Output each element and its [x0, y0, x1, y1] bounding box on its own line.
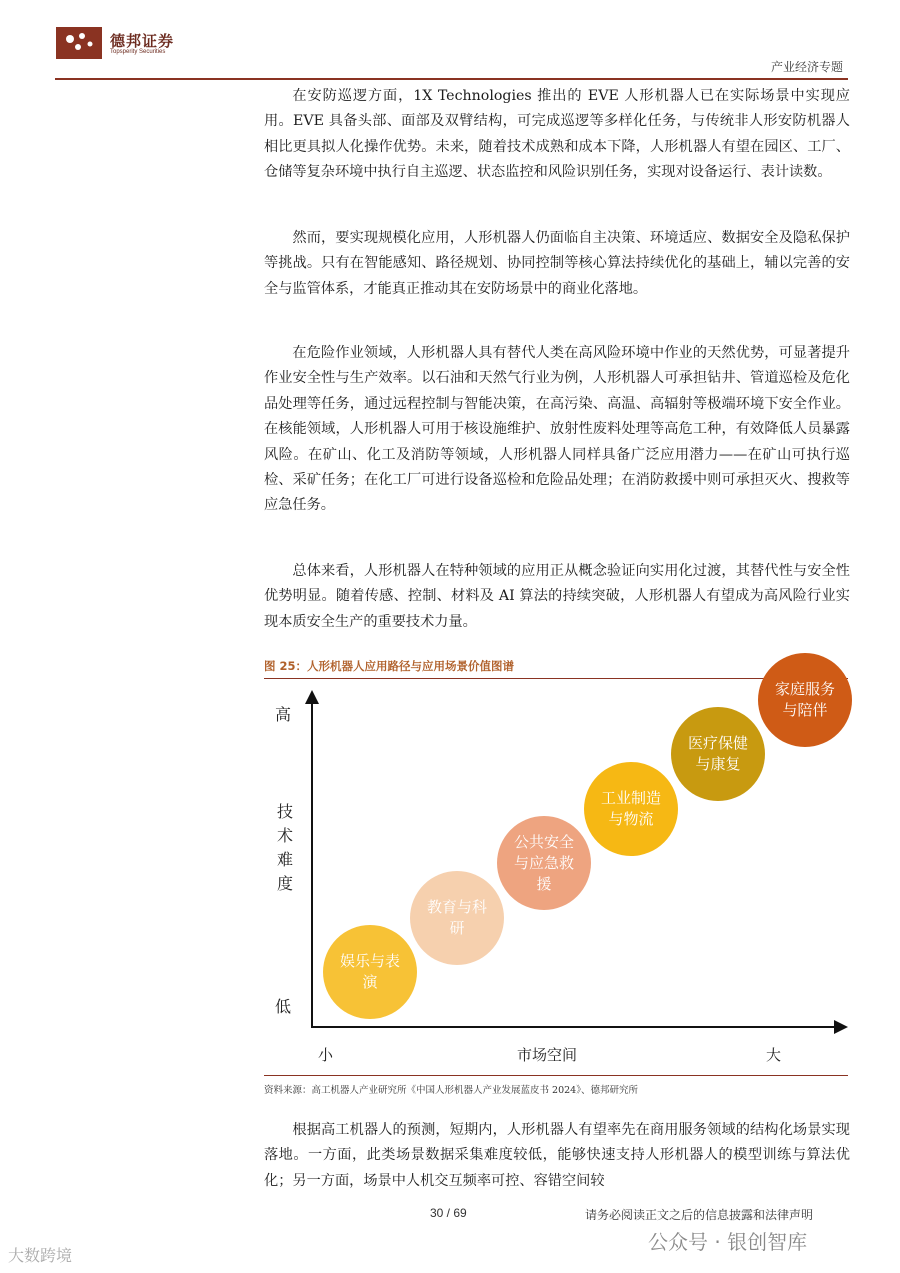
x-axis-arrow — [834, 1020, 848, 1034]
watermark-left: 大数跨境 — [8, 1246, 73, 1265]
page-number: 30 / 69 — [430, 1206, 467, 1220]
disclaimer-note: 请务必阅读正文之后的信息披露和法律声明 — [585, 1208, 814, 1222]
y-tick-high: 高 — [275, 705, 292, 724]
y-axis-arrow — [305, 690, 319, 704]
header-divider — [55, 78, 848, 80]
x-axis — [311, 1026, 836, 1028]
paragraph-hazardous-work: 在危险作业领域，人形机器人具有替代人类在高风险环境中作业的天然优势，可显著提升作业安全性与生产效率。以石油和天然气行业为例，人形机器人可承担钻井、管道巡检及危化品处理等任务，通过远程控制与智能决策，在高污染、高温、高辐射等极端环境下安全作业。在核能领域，人形机器人可用于核设施维护、放射性废料处理等高危工种，有效降低人员暴露风险。在矿山、化工及消防等领域，人形机器人同样具备广泛应用潜力——在矿山可执行巡检、采矿任务；在化工厂可进行设备巡检和危险品处理；在消防救援中则可承担灭火、搜救等应急任务。 — [264, 345, 850, 514]
bubble-2: 教育与科研 — [410, 871, 504, 965]
bubble-4: 工业制造与物流 — [584, 762, 678, 856]
figure-source: 资料来源：高工机器人产业研究所《中国人形机器人产业发展蓝皮书 2024》、德邦研究所 — [264, 1085, 638, 1096]
paragraph-summary: 总体来看，人形机器人在特种领域的应用正从概念验证向实用化过渡，其替代性与安全性优势明显。随着传感、控制、材料及 AI 算法的持续突破，人形机器人有望成为高风险行业实现本质安全生产的重要技术力量。 — [264, 563, 850, 630]
y-axis — [311, 700, 313, 1028]
company-logo — [56, 27, 102, 59]
x-tick-small: 小 — [318, 1046, 334, 1064]
figure-title: 图 25：人形机器人应用路径与应用场景价值图谱 — [264, 659, 515, 673]
bubble-5: 医疗保健与康复 — [671, 707, 765, 801]
bubble-3: 公共安全与应急救援 — [497, 816, 591, 910]
company-name: 德邦证券 — [110, 32, 175, 50]
paragraph-challenges: 然而，要实现规模化应用，人形机器人仍面临自主决策、环境适应、数据安全及隐私保护等挑战。只有在智能感知、路径规划、协同控制等核心算法持续优化的基础上，辅以完善的安全与监管体系，才能真正推动其在安防场景中的商业化落地。 — [264, 230, 850, 297]
watermark-right: 公众号 · 银创智库 — [648, 1230, 808, 1254]
bubble-6: 家庭服务与陪伴 — [758, 653, 852, 747]
report-section: 产业经济专题 — [770, 60, 843, 74]
figure-top-rule — [264, 678, 848, 679]
figure-bottom-rule — [264, 1075, 848, 1076]
x-tick-large: 大 — [766, 1046, 782, 1064]
y-tick-low: 低 — [275, 997, 292, 1016]
paragraph-security-patrol: 在安防巡逻方面，1X Technologies 推出的 EVE 人形机器人已在实际场景中实现应用。EVE 具备头部、面部及双臂结构，可完成巡逻等多样化任务，与传统非人形安防机器人相比更具拟人化操作优势。未来，随着技术成熟和成本下降，人形机器人有望在园区、工厂、仓储等复杂环境中执行自主巡逻、状态监控和风险识别任务，实现对设备运行、表计读数。 — [264, 88, 850, 181]
x-axis-title: 市场空间 — [517, 1046, 578, 1064]
y-axis-title: 技术难度 — [276, 802, 293, 893]
bubble-1: 娱乐与表演 — [323, 925, 417, 1019]
paragraph-forecast: 根据高工机器人的预测，短期内，人形机器人有望率先在商用服务领域的结构化场景实现落地。一方面，此类场景数据采集难度较低，能够快速支持人形机器人的模型训练与算法优化；另一方面，场景中人机交互频率可控、容错空间较 — [264, 1122, 850, 1189]
company-en-name: Topsperity Securities — [110, 49, 166, 55]
